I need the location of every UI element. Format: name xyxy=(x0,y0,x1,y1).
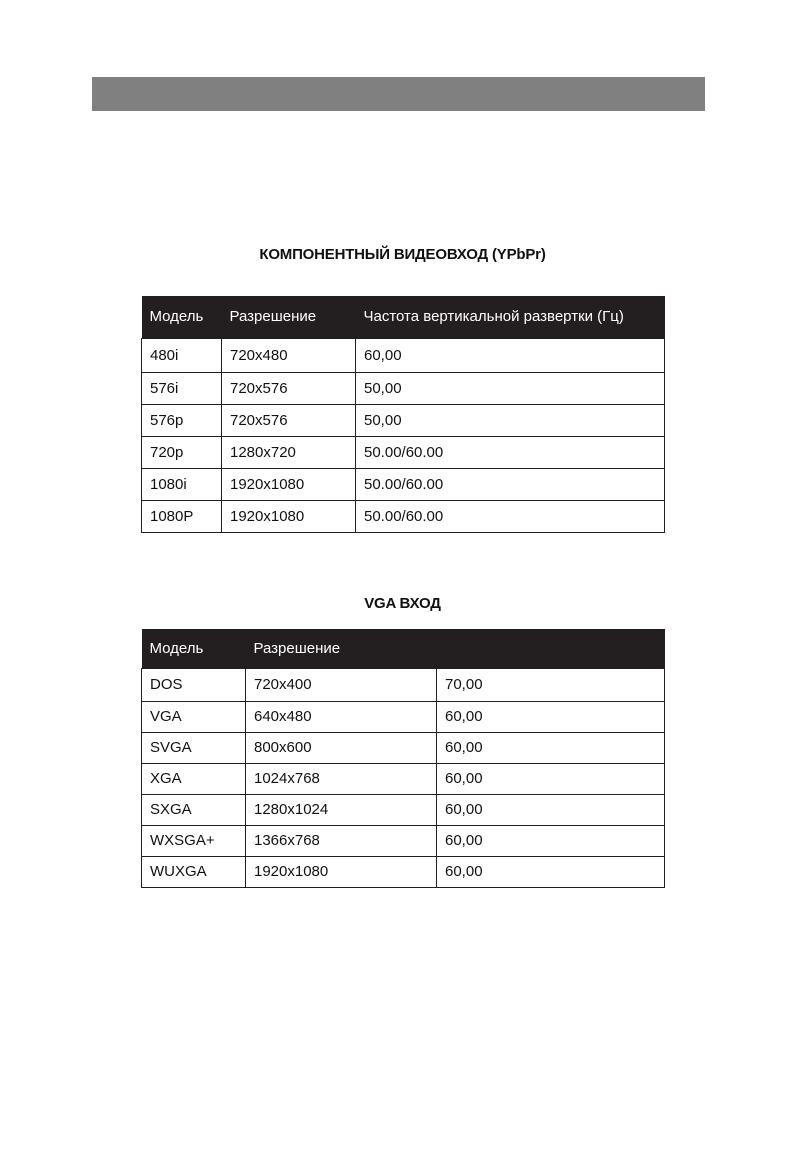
cell-refresh-rate: 60,00 xyxy=(437,856,665,887)
cell-resolution: 1280x1024 xyxy=(246,794,437,825)
cell-model: 480i xyxy=(142,338,222,372)
cell-refresh-rate: 50.00/60.00 xyxy=(356,500,665,532)
cell-model: 1080P xyxy=(142,500,222,532)
table-header-row xyxy=(142,629,665,668)
table-row xyxy=(142,732,665,763)
component-input-table xyxy=(141,296,665,533)
cell-refresh-rate: 60,00 xyxy=(437,732,665,763)
cell-model: 1080i xyxy=(142,468,222,500)
table-row xyxy=(142,856,665,887)
table-row xyxy=(142,404,665,436)
cell-resolution: 720x576 xyxy=(222,372,356,404)
cell-model: WUXGA xyxy=(142,856,246,887)
column-header-refresh-rate xyxy=(437,629,665,668)
cell-resolution: 720x480 xyxy=(222,338,356,372)
cell-model: XGA xyxy=(142,763,246,794)
page-header-bar xyxy=(92,77,705,111)
table-header-row xyxy=(142,296,665,338)
cell-refresh-rate: 60,00 xyxy=(437,763,665,794)
vga-input-table xyxy=(141,629,665,888)
cell-model: WXSGA+ xyxy=(142,825,246,856)
table-row xyxy=(142,436,665,468)
cell-refresh-rate: 60,00 xyxy=(437,825,665,856)
cell-refresh-rate: 70,00 xyxy=(437,668,665,701)
column-header-refresh-rate: Частота вертикальной развертки (Гц) xyxy=(356,296,665,338)
cell-resolution: 1920x1080 xyxy=(246,856,437,887)
table-row xyxy=(142,668,665,701)
cell-refresh-rate: 50.00/60.00 xyxy=(356,468,665,500)
column-header-model: Модель xyxy=(142,629,246,668)
table-row xyxy=(142,701,665,732)
table-row xyxy=(142,500,665,532)
cell-refresh-rate: 50,00 xyxy=(356,372,665,404)
cell-model: 576i xyxy=(142,372,222,404)
cell-model: 720p xyxy=(142,436,222,468)
cell-model: VGA xyxy=(142,701,246,732)
cell-refresh-rate: 60,00 xyxy=(437,794,665,825)
cell-model: 576p xyxy=(142,404,222,436)
column-header-model: Модель xyxy=(142,296,222,338)
column-header-resolution: Разрешение xyxy=(246,629,437,668)
cell-resolution: 640x480 xyxy=(246,701,437,732)
cell-resolution: 1024x768 xyxy=(246,763,437,794)
cell-refresh-rate: 50,00 xyxy=(356,404,665,436)
cell-model: SVGA xyxy=(142,732,246,763)
cell-refresh-rate: 60,00 xyxy=(437,701,665,732)
cell-model: DOS xyxy=(142,668,246,701)
table-row xyxy=(142,372,665,404)
cell-resolution: 720x400 xyxy=(246,668,437,701)
cell-resolution: 1920x1080 xyxy=(222,468,356,500)
cell-resolution: 1366x768 xyxy=(246,825,437,856)
vga-input-title: VGA ВХОД xyxy=(364,595,441,612)
cell-model: SXGA xyxy=(142,794,246,825)
cell-refresh-rate: 60,00 xyxy=(356,338,665,372)
cell-resolution: 720x576 xyxy=(222,404,356,436)
column-header-resolution: Разрешение xyxy=(222,296,356,338)
table-row xyxy=(142,338,665,372)
cell-refresh-rate: 50.00/60.00 xyxy=(356,436,665,468)
component-input-title: КОМПОНЕНТНЫЙ ВИДЕОВХОД (YPbPr) xyxy=(259,246,546,263)
cell-resolution: 1920x1080 xyxy=(222,500,356,532)
table-row xyxy=(142,825,665,856)
table-row xyxy=(142,763,665,794)
table-row xyxy=(142,794,665,825)
cell-resolution: 1280x720 xyxy=(222,436,356,468)
cell-resolution: 800x600 xyxy=(246,732,437,763)
table-row xyxy=(142,468,665,500)
